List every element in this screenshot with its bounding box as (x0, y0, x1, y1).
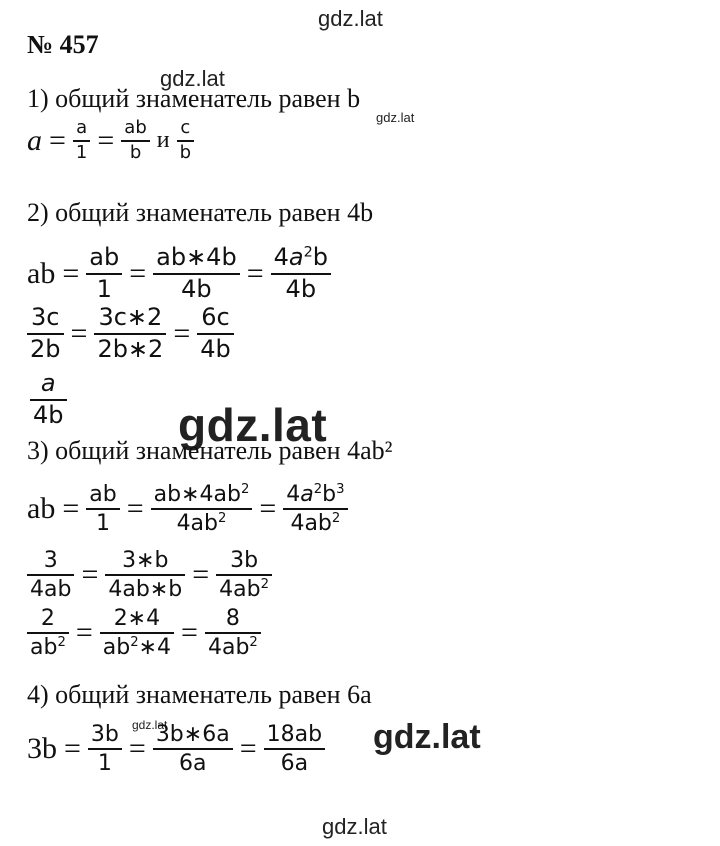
equals-sign: = (70, 316, 88, 350)
equals-sign: = (64, 732, 81, 766)
equals-sign: = (126, 492, 144, 526)
equation-4 (30, 370, 67, 429)
step-1-heading: 1) общий знаменатель равен b (27, 84, 361, 113)
step-3-heading: 3) общий знаменатель равен 4ab² (27, 436, 393, 465)
fraction: $\frac{18ab}{6a}$ (264, 722, 325, 777)
fraction: $\frac{ab}{1}$ (86, 482, 119, 537)
equation-8 (27, 722, 325, 777)
fraction: $\frac{3b}{1}$ (88, 722, 122, 777)
fraction: $\frac{3b∗6a}{6a}$ (153, 722, 233, 777)
problem-number: № 457 (27, 30, 99, 59)
watermark-large-center: gdz.lat (178, 399, 328, 451)
equals-sign: = (181, 616, 198, 650)
watermark-tiny-b: gdz.lat (376, 110, 415, 125)
fraction: $\frac{2}{ab^2}$ (27, 606, 69, 661)
eq5-lhs: ab (27, 492, 56, 526)
watermark-bottom: gdz.lat (322, 814, 387, 839)
fraction: $\frac{2∗4}{ab^2∗4}$ (100, 606, 174, 661)
fraction: $\frac{c}{b}$ (177, 118, 194, 163)
fraction: $\frac{ab∗4b}{4b}$ (153, 244, 240, 303)
equals-sign: = (128, 732, 146, 766)
conjunction: и (156, 127, 170, 154)
equation-5 (27, 482, 348, 537)
equation-3 (27, 304, 234, 363)
watermark-large-right: gdz.lat (373, 718, 481, 756)
fraction: $\frac{3b}{4ab^2}$ (216, 548, 272, 603)
equation-2 (27, 244, 331, 303)
equals-sign: = (246, 256, 264, 290)
equals-sign: = (259, 492, 277, 526)
equals-sign: = (81, 558, 99, 592)
watermark-small-a: gdz.lat (160, 66, 225, 91)
fraction: $\frac{ab∗4ab^2}{4ab^2}$ (151, 482, 253, 537)
fraction: $\frac{4a^2b}{4b}$ (271, 244, 331, 303)
eq1-lhs: a (27, 123, 42, 157)
fraction: $\frac{3∗b}{4ab∗b}$ (105, 548, 185, 603)
equals-sign: = (62, 492, 80, 526)
step-2-heading: 2) общий знаменатель равен 4b (27, 198, 374, 227)
watermark-top: gdz.lat (318, 6, 383, 31)
equals-sign: = (62, 256, 80, 290)
fraction: $\frac{3c}{2b}$ (27, 304, 64, 363)
fraction: $\frac{ab}{b}$ (121, 118, 149, 163)
equals-sign: = (49, 123, 66, 157)
fraction: $\frac{4a^2b^3}{4ab^2}$ (283, 482, 347, 537)
equation-1 (27, 118, 194, 163)
eq8-lhs: 3b (27, 732, 57, 766)
equation-6 (27, 548, 272, 603)
equals-sign: = (97, 123, 115, 157)
fraction: $\frac{3}{4ab}$ (27, 548, 74, 603)
fraction: $\frac{6c}{4b}$ (197, 304, 234, 363)
equation-7 (27, 606, 261, 661)
fraction: $\frac{ab}{1}$ (86, 244, 122, 303)
equals-sign: = (75, 616, 93, 650)
equals-sign: = (173, 316, 191, 350)
fraction: $\frac{3c∗2}{2b∗2}$ (94, 304, 166, 363)
watermark-tiny-c: gdz.lat (132, 718, 168, 732)
equals-sign: = (129, 256, 147, 290)
fraction: $\frac{a}{4b}$ (30, 370, 67, 429)
equals-sign: = (239, 732, 257, 766)
step-4-heading: 4) общий знаменатель равен 6a (27, 680, 372, 709)
fraction: $\frac{8}{4ab^2}$ (205, 606, 261, 661)
equals-sign: = (192, 558, 210, 592)
fraction: $\frac{a}{1}$ (73, 118, 90, 163)
eq2-lhs: ab (27, 256, 56, 290)
